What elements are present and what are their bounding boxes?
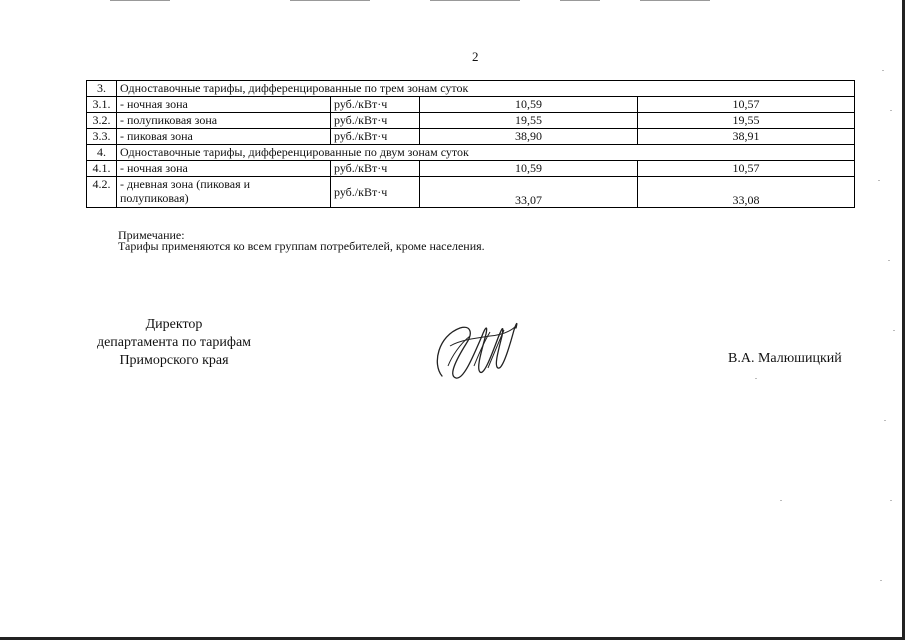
tariff-value-1: 10,59 bbox=[420, 97, 638, 113]
table-row bbox=[87, 161, 855, 177]
unit-label: руб./кВт·ч bbox=[331, 161, 420, 177]
row-number: 3.1. bbox=[87, 97, 117, 113]
section-number: 3. bbox=[87, 81, 117, 97]
table-section-row bbox=[87, 81, 855, 97]
tariff-value-1: 33,07 bbox=[420, 177, 638, 208]
tariff-table bbox=[86, 80, 855, 208]
table-section-row bbox=[87, 145, 855, 161]
position-line-2: департамента по тарифам bbox=[96, 335, 252, 350]
section-title: Одноставочные тарифы, дифференцированные по двум зонам суток bbox=[117, 145, 855, 161]
unit-label: руб./кВт·ч bbox=[331, 177, 420, 208]
row-number: 3.2. bbox=[87, 113, 117, 129]
position-line-3: Приморского края bbox=[119, 353, 229, 368]
section-number: 4. bbox=[87, 145, 117, 161]
table-row bbox=[87, 177, 855, 208]
tariff-value-2: 19,55 bbox=[638, 113, 855, 129]
position-line-1: Директор bbox=[145, 317, 203, 332]
zone-label-line-1: - дневная зона (пиковая и bbox=[120, 177, 251, 191]
note-title: Примечание: bbox=[118, 228, 185, 242]
tariff-value-2: 33,08 bbox=[638, 177, 855, 208]
unit-label: руб./кВт·ч bbox=[331, 97, 420, 113]
tariff-value-2: 10,57 bbox=[638, 97, 855, 113]
tariff-value-2: 38,91 bbox=[638, 129, 855, 145]
row-number: 3.3. bbox=[87, 129, 117, 145]
unit-label: руб./кВт·ч bbox=[331, 113, 420, 129]
table-row bbox=[87, 129, 855, 145]
zone-label: - ночная зона bbox=[117, 97, 331, 113]
signatory-name: В.А. Малюшицкий bbox=[728, 351, 842, 366]
section-title: Одноставочные тарифы, дифференцированные по трем зонам суток bbox=[117, 81, 855, 97]
unit-label: руб./кВт·ч bbox=[331, 129, 420, 145]
tariff-value-1: 10,59 bbox=[420, 161, 638, 177]
row-number: 4.1. bbox=[87, 161, 117, 177]
signatory-position bbox=[84, 316, 264, 370]
note-text: Тарифы применяются ко всем группам потребителей, кроме населения. bbox=[118, 239, 485, 253]
zone-label-line-2: полупиковая) bbox=[120, 191, 189, 205]
zone-label: - ночная зона bbox=[117, 161, 331, 177]
zone-label: - пиковая зона bbox=[117, 129, 331, 145]
handwritten-signature bbox=[430, 316, 520, 386]
row-number: 4.2. bbox=[87, 177, 117, 208]
tariff-value-2: 10,57 bbox=[638, 161, 855, 177]
zone-label bbox=[117, 177, 331, 208]
zone-label: - полупиковая зона bbox=[117, 113, 331, 129]
tariff-value-1: 38,90 bbox=[420, 129, 638, 145]
table-row bbox=[87, 97, 855, 113]
tariff-value-1: 19,55 bbox=[420, 113, 638, 129]
page-number: 2 bbox=[472, 49, 479, 64]
table-row bbox=[87, 113, 855, 129]
scan-top-marks bbox=[0, 0, 905, 2]
